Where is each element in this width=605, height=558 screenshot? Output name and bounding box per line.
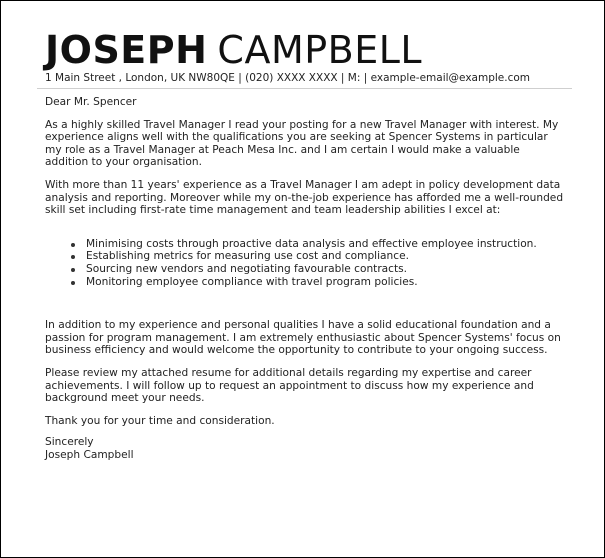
paragraph-resume: Please review my attached resume for additional details regarding my expertise and career achievements. I will follow up to request an appointment to discuss how my experience and background meet your needs. xyxy=(45,366,534,405)
paragraph-intro: As a highly skilled Travel Manager I read your posting for a new Travel Manager with interest. My experience aligns well with the qualifications you are seeking at Spencer Systems in particular my role as a Travel Manager at Peach Mesa Inc. and I am certain I would make a valuable addition to your organisation. xyxy=(45,118,559,169)
paragraph-education: In addition to my experience and personal qualities I have a solid educational foundation and a passion for program management. I am extremely enthusiastic about Spencer Systems' focus on business efficiency and would welcome the opportunity to contribute to your ongoing success. xyxy=(45,319,561,357)
paragraph-experience: With more than 11 years' experience as a Travel Manager I am adept in policy development data analysis and reporting. Moreover while my on-the-job experience has afforded me a well-rounded skill set including first-rate time management and team leadership abilities I excel at: xyxy=(45,178,564,217)
header-divider xyxy=(37,88,572,89)
first-name: JOSEPH xyxy=(45,28,208,72)
thanks-line: Thank you for your time and consideration. xyxy=(45,414,275,427)
list-item: Monitoring employee compliance with travel program policies. xyxy=(83,276,565,289)
applicant-name xyxy=(45,29,422,71)
signature-name: Joseph Campbell xyxy=(45,448,134,461)
closing: Sincerely xyxy=(45,436,94,449)
last-name: CAMPBELL xyxy=(217,28,423,72)
list-item: Establishing metrics for measuring use cost and compliance. xyxy=(83,250,565,263)
letter-body xyxy=(45,96,565,461)
skills-list xyxy=(45,238,565,288)
contact-line: 1 Main Street , London, UK NW80QE | (020) XXXX XXXX | M: | example-email@example.com xyxy=(45,72,530,84)
list-item: Sourcing new vendors and negotiating favourable contracts. xyxy=(83,263,565,276)
salutation: Dear Mr. Spencer xyxy=(45,96,137,108)
list-item: Minimising costs through proactive data analysis and effective employee instruction. xyxy=(83,238,565,251)
